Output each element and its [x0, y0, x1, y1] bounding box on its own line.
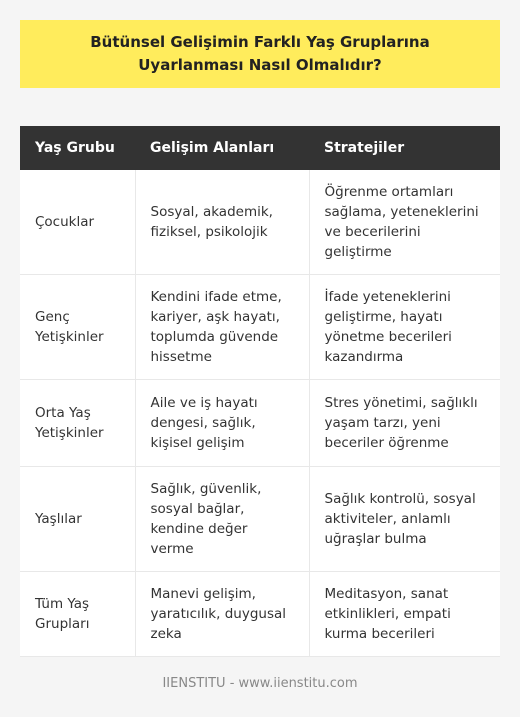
table-row	[20, 170, 500, 275]
cell-age-group: Çocuklar	[20, 170, 135, 275]
cell-age-group: Orta Yaş Yetişkinler	[20, 380, 135, 467]
column-header-age-group: Yaş Grubu	[20, 126, 135, 170]
cell-strategies: İfade yeteneklerini geliştirme, hayatı yönetme becerileri kazandırma	[309, 275, 500, 380]
page-title: Bütünsel Gelişimin Farklı Yaş Gruplarına Uyarlanması Nasıl Olmalıdır?	[90, 33, 430, 74]
column-header-strategies: Stratejiler	[309, 126, 500, 170]
cell-development-areas: Aile ve iş hayatı dengesi, sağlık, kişisel gelişim	[135, 380, 309, 467]
cell-strategies: Stres yönetimi, sağlıklı yaşam tarzı, yeni beceriler öğrenme	[309, 380, 500, 467]
table-row	[20, 275, 500, 380]
cell-development-areas: Sosyal, akademik, fiziksel, psikolojik	[135, 170, 309, 275]
title-banner	[20, 20, 500, 88]
footer-credit: IIENSTITU - www.iienstitu.com	[162, 676, 358, 691]
cell-development-areas: Kendini ifade etme, kariyer, aşk hayatı, toplumda güvende hissetme	[135, 275, 309, 380]
age-group-table	[20, 126, 500, 657]
cell-age-group: Genç Yetişkinler	[20, 275, 135, 380]
table-row	[20, 380, 500, 467]
table-row	[20, 467, 500, 572]
cell-age-group: Yaşlılar	[20, 467, 135, 572]
table-header-row	[20, 126, 500, 170]
cell-development-areas: Sağlık, güvenlik, sosyal bağlar, kendine değer verme	[135, 467, 309, 572]
cell-strategies: Sağlık kontrolü, sosyal aktiviteler, anlamlı uğraşlar bulma	[309, 467, 500, 572]
table-row	[20, 572, 500, 657]
cell-age-group: Tüm Yaş Grupları	[20, 572, 135, 657]
cell-strategies: Meditasyon, sanat etkinlikleri, empati kurma becerileri	[309, 572, 500, 657]
cell-strategies: Öğrenme ortamları sağlama, yeteneklerini ve becerilerini geliştirme	[309, 170, 500, 275]
column-header-development-areas: Gelişim Alanları	[135, 126, 309, 170]
cell-development-areas: Manevi gelişim, yaratıcılık, duygusal zeka	[135, 572, 309, 657]
